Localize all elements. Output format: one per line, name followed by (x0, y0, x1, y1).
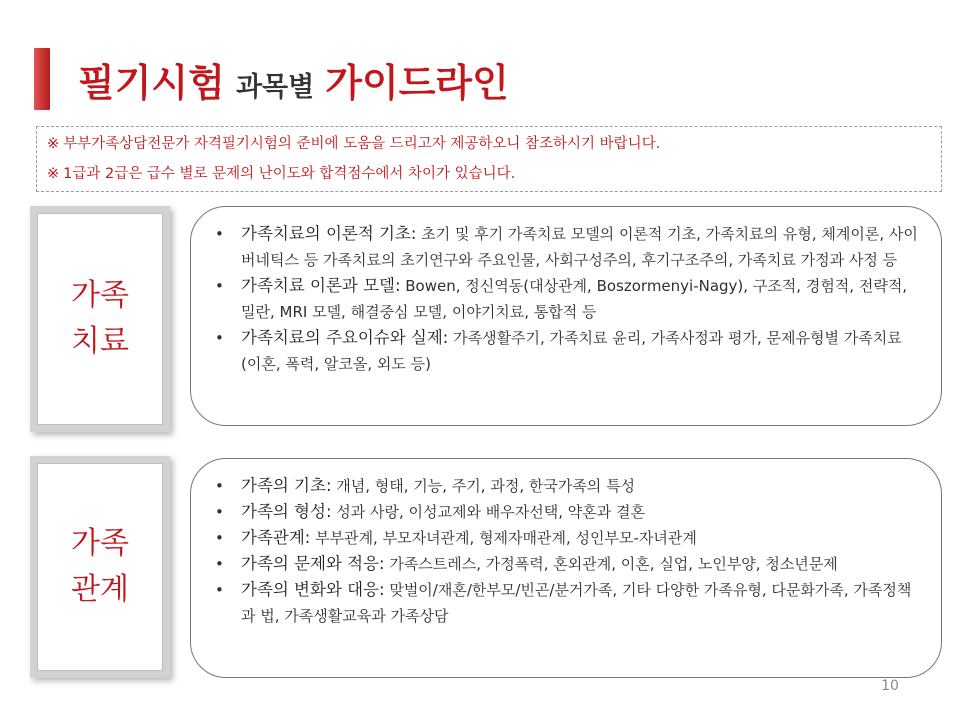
category-label: 가족관계 (71, 526, 129, 607)
topic-detail: 개념, 형태, 기능, 주기, 과정, 한국가족의 특성 (331, 477, 636, 495)
list-item (213, 273, 919, 325)
bullet-icon: • (215, 277, 224, 295)
topic-list (213, 473, 919, 629)
list-item (213, 325, 919, 377)
bullet-icon: • (215, 503, 224, 521)
topic-detail: 가족스트레스, 가정폭력, 혼외관계, 이혼, 실업, 노인부양, 청소년문제 (384, 555, 838, 573)
bullet-icon: • (215, 529, 224, 547)
topic-heading: 가족의 문제와 적응: (241, 554, 385, 573)
topic-heading: 가족치료의 주요이슈와 실제: (241, 328, 449, 347)
topic-detail: 맞벌이/재혼/한부모/빈곤/분거가족, 기타 다양한 가족유형, 다문화가족, 가족정책과 법, 가족생활교육과 가족상담 (241, 581, 912, 625)
content-box-family-therapy (190, 206, 942, 426)
topic-heading: 가족의 변화와 대응: (241, 580, 385, 599)
topic-detail: 가족생활주기, 가족치료 윤리, 가족사정과 평가, 문제유형별 가족치료 (이혼, 폭력, 알코올, 외도 등) (241, 329, 902, 373)
notice-line (47, 159, 941, 189)
topic-heading: 가족치료 이론과 모델: (241, 276, 401, 295)
topic-heading: 가족의 기초: (241, 476, 332, 495)
notice-line (47, 129, 941, 159)
bullet-icon: • (215, 555, 224, 573)
topic-detail: 초기 및 후기 가족치료 모델의 이론적 기초, 가족치료의 유형, 체계이론, 사이버네틱스 등 가족치료의 초기연구와 주요인물, 사회구성주의, 후기구조주의, 가족치료 가정과 사정 등 (241, 225, 918, 269)
list-item (213, 577, 919, 629)
list-item (213, 473, 919, 499)
reference-mark-icon: ※ (47, 136, 60, 152)
topic-heading: 가족치료의 이론적 기초: (241, 224, 417, 243)
topic-heading: 가족관계: (241, 528, 311, 547)
page-number: 10 (881, 678, 899, 694)
topic-heading: 가족의 형성: (241, 502, 332, 521)
bullet-icon: • (215, 581, 224, 599)
page-title (78, 52, 509, 105)
title-part-3: 가이드라인 (325, 61, 509, 105)
notice-text: 1급과 2급은 급수 별로 문제의 난이도와 합격점수에서 차이가 있습니다. (63, 166, 516, 182)
list-item (213, 221, 919, 273)
category-label: 가족치료 (71, 278, 129, 359)
notice-text: 부부가족상담전문가 자격필기시험의 준비에 도움을 드리고자 제공하오니 참조하시기 바랍니다. (63, 136, 661, 152)
title-accent-bar (34, 48, 50, 110)
bullet-icon: • (215, 329, 224, 347)
reference-mark-icon: ※ (47, 166, 60, 182)
category-box-family-therapy (30, 206, 170, 432)
title-part-1: 필기시험 (78, 61, 225, 105)
list-item (213, 525, 919, 551)
topic-detail: 부부관계, 부모자녀관계, 형제자매관계, 성인부모-자녀관계 (310, 529, 697, 547)
topic-detail: Bowen, 정신역동(대상관계, Boszormenyi-Nagy), 구조적, 경험적, 전략적, 밀란, MRI 모델, 해결중심 모델, 이야기치료, 통합적 등 (241, 277, 908, 321)
bullet-icon: • (215, 477, 224, 495)
topic-detail: 성과 사랑, 이성교제와 배우자선택, 약혼과 결혼 (331, 503, 645, 521)
content-box-family-relations (190, 458, 942, 678)
title-part-2: 과목별 (235, 72, 315, 103)
list-item (213, 499, 919, 525)
topic-list (213, 221, 919, 377)
notice-box (36, 126, 942, 192)
category-box-family-relations (30, 456, 170, 678)
list-item (213, 551, 919, 577)
bullet-icon: • (215, 225, 224, 243)
